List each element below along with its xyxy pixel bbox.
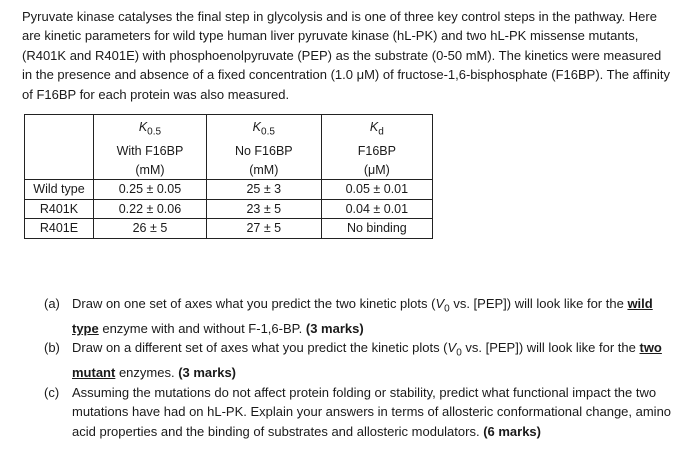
- header-kd-f16bp: [321, 115, 432, 180]
- row-label: R401K: [25, 199, 94, 219]
- table-row-r401e: [25, 219, 433, 239]
- question-text: Draw on one set of axes what you predict the two kinetic plots (: [72, 296, 436, 311]
- marks-label: (6 marks): [483, 423, 541, 439]
- question-text: enzymes.: [115, 365, 179, 381]
- row-label: R401E: [25, 219, 94, 239]
- header-subscript: 0.5: [147, 126, 162, 138]
- v-symbol: V: [435, 296, 445, 311]
- question-text: vs. [PEP]) will look like for the: [449, 296, 628, 311]
- table-row-r401k: [25, 199, 433, 219]
- table-header-row: [25, 115, 433, 180]
- kinetic-parameters-table: [24, 114, 433, 239]
- header-k05-with-f16bp: [93, 115, 206, 180]
- v-subscript: 0: [444, 303, 450, 315]
- header-condition: No F16BP: [234, 144, 293, 159]
- cell-kd: 0.05 ± 0.01: [321, 180, 432, 200]
- marks-label: (3 marks): [178, 365, 237, 381]
- cell-k05-no: 23 ± 5: [206, 199, 321, 219]
- cell-kd: 0.04 ± 0.01: [321, 199, 432, 219]
- cell-k05-with: 0.22 ± 0.06: [93, 199, 206, 219]
- cell-k05-with: 26 ± 5: [93, 219, 206, 239]
- v-subscript: 0: [456, 348, 462, 359]
- header-subscript: d: [378, 126, 384, 138]
- question-text: Draw on a different set of axes what you predict the kinetic plots (: [72, 340, 448, 356]
- question-text: enzyme with and without F-1,6-BP.: [98, 321, 306, 336]
- question-list: [44, 294, 674, 441]
- header-unit: (mM): [249, 162, 279, 177]
- cell-kd: No binding: [321, 219, 432, 239]
- header-condition: With F16BP: [116, 144, 184, 159]
- question-label: (c): [44, 384, 60, 400]
- question-label: (b): [44, 340, 60, 356]
- emphasis-wild-type: wild type: [72, 296, 653, 336]
- header-symbol: K: [138, 120, 148, 134]
- question-label: (a): [44, 296, 60, 311]
- table-row-wild-type: [25, 180, 433, 200]
- question-text: vs. [PEP]) will look like for the: [461, 340, 640, 356]
- marks-label: (3 marks): [305, 321, 364, 336]
- row-label: Wild type: [25, 180, 94, 200]
- question-c: [44, 383, 674, 441]
- question-text: Assuming the mutations do not affect protein folding or stability, predict what functional impact the two mutations have had on hL-PK. Explain your answers in terms of allosteric conformational change, amino acid properties and the binding of substrates and allosteric modulators.: [72, 384, 672, 439]
- v-symbol: V: [447, 340, 457, 356]
- question-a: [44, 294, 674, 338]
- header-symbol: K: [369, 120, 379, 134]
- header-unit: (mM): [135, 162, 165, 177]
- header-symbol: K: [252, 120, 262, 134]
- header-empty-cell: [25, 115, 94, 180]
- header-unit: (μM): [363, 162, 390, 177]
- emphasis-two-mutant: two mutant: [72, 340, 662, 381]
- header-condition: F16BP: [357, 144, 396, 159]
- cell-k05-with: 0.25 ± 0.05: [93, 180, 206, 200]
- cell-k05-no: 25 ± 3: [206, 180, 321, 200]
- cell-k05-no: 27 ± 5: [206, 219, 321, 239]
- header-subscript: 0.5: [261, 126, 275, 138]
- header-k05-no-f16bp: [206, 115, 321, 180]
- intro-paragraph: Pyruvate kinase catalyses the final step in glycolysis and is one of three key control steps in the pathway. Here are kinetic parameters for wild type human liver pyruvate kinase (hL-PK) and two hL-PK missense mutants, (R401K and R401E) with phosphoenolpyruvate (PEP) as the substrate (0-50 mM). The kinetics were measured in the presence and absence of a fixed concentration (1.0 μM) of fructose-1,6-bisphosphate (F16BP). The affinity of F16BP for each protein was also measured.: [22, 9, 670, 102]
- question-b: [44, 338, 674, 382]
